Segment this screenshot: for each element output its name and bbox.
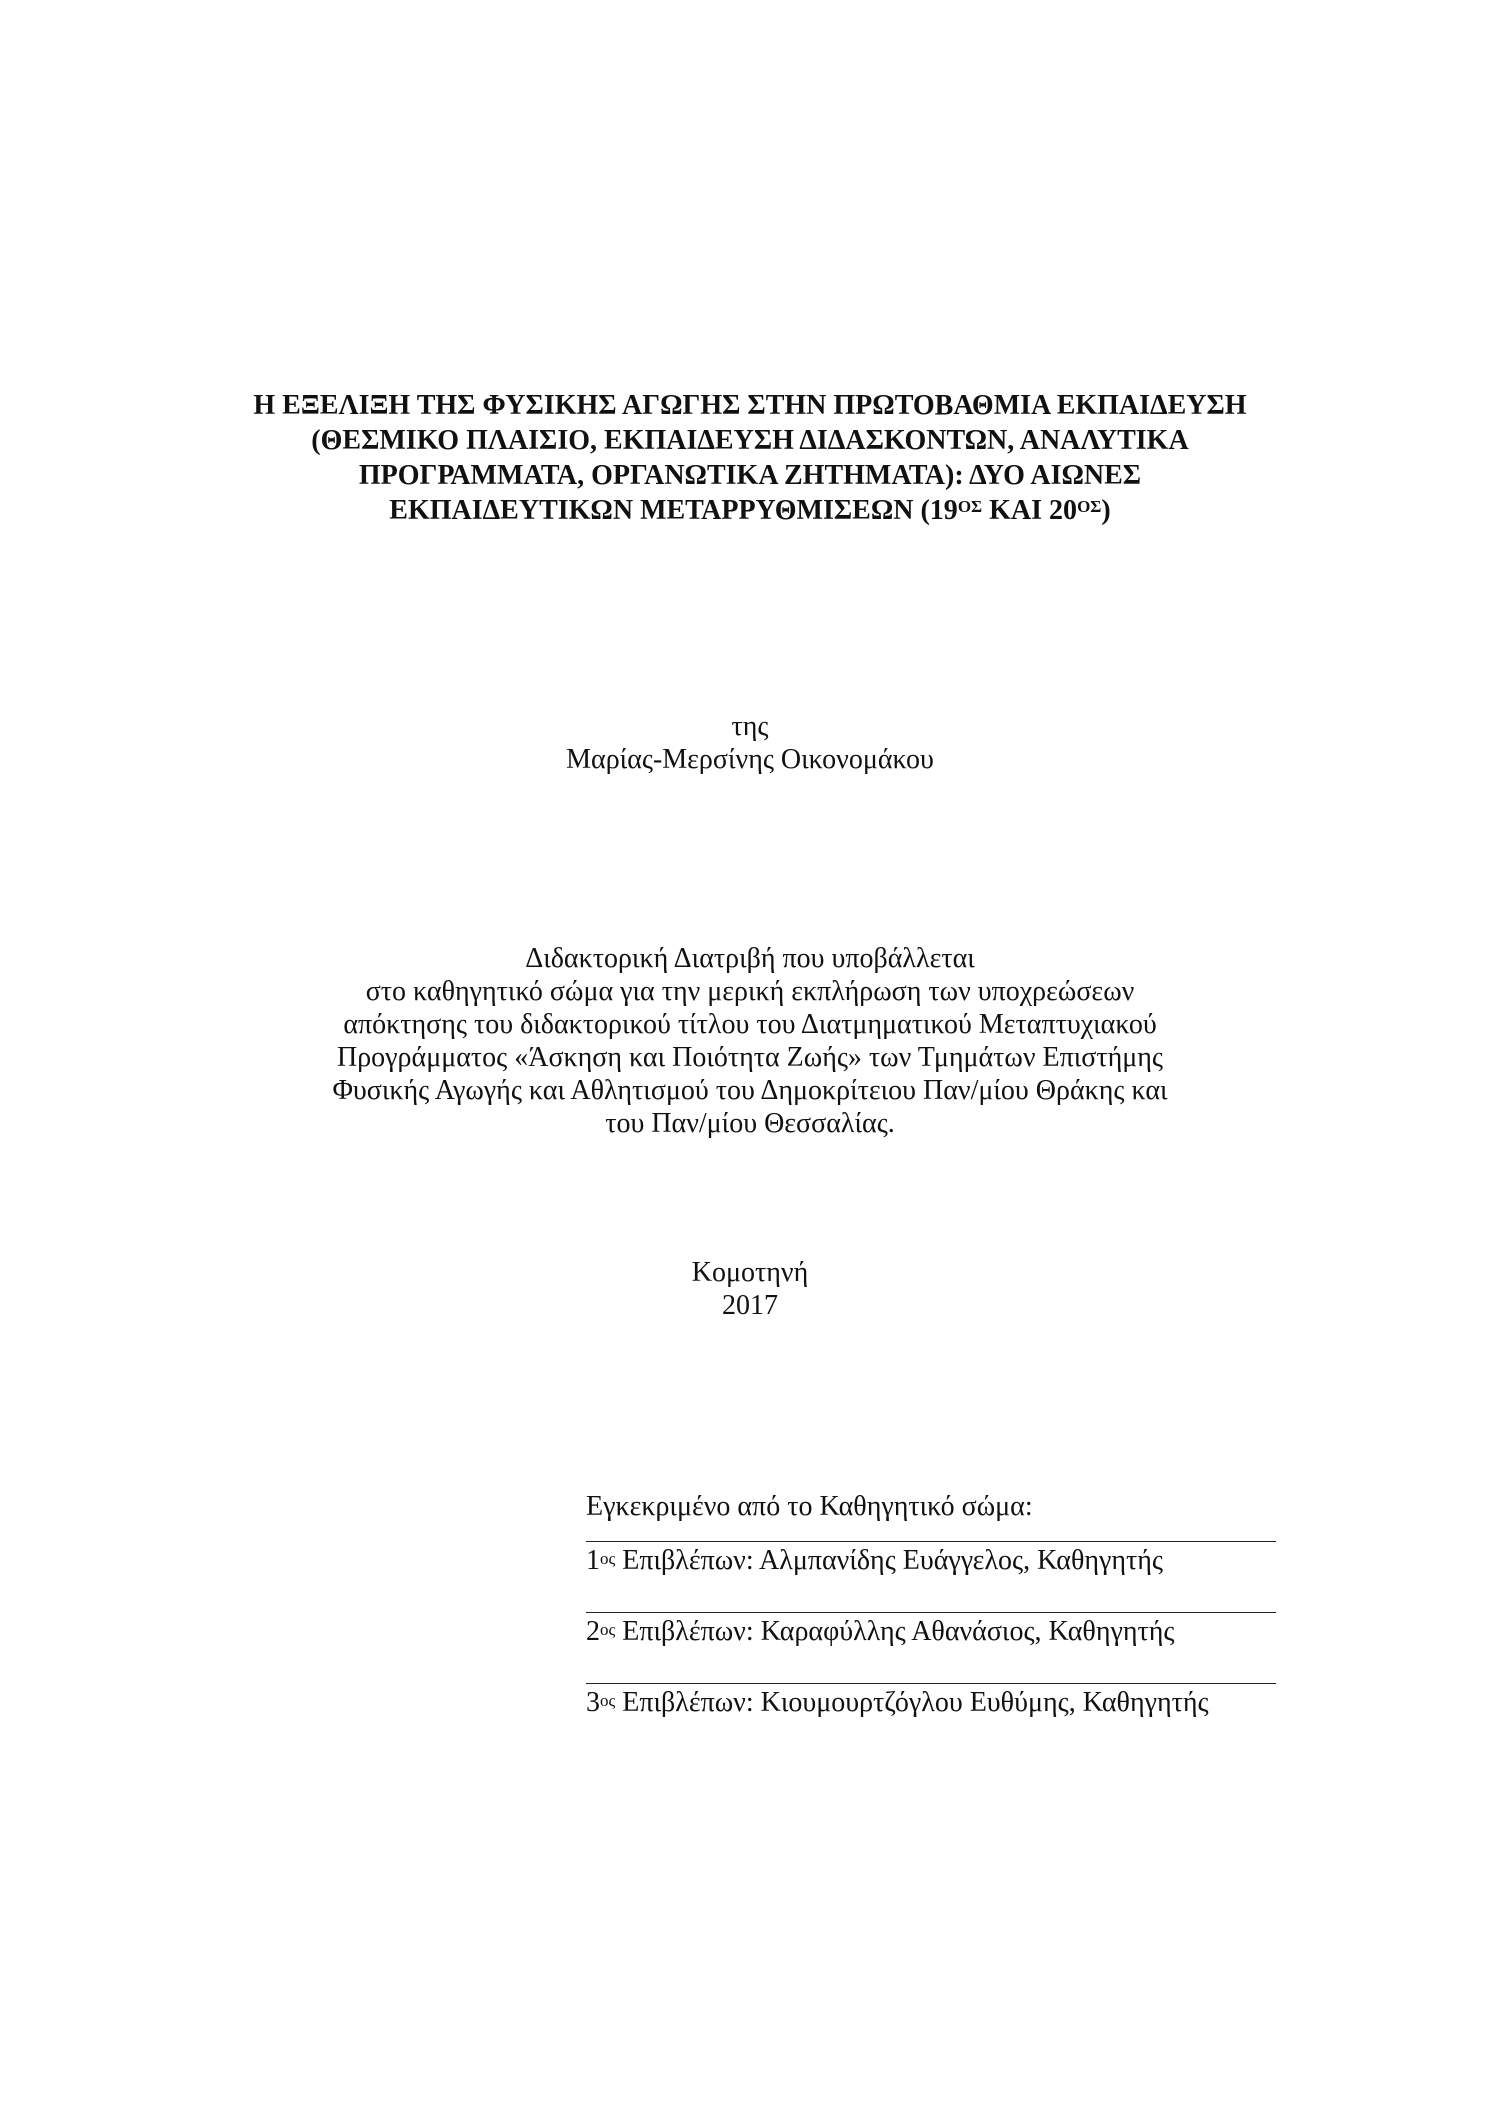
member-text: Επιβλέπων: Καραφύλλης Αθανάσιος, Καθηγητής (615, 1616, 1175, 1647)
title-line-4-suffix: ) (1101, 495, 1111, 526)
place-and-year (150, 1256, 1350, 1322)
title-line-4-middle: ΚΑΙ 20 (982, 495, 1078, 526)
description-line-1: Διδακτορική Διατριβή που υποβάλλεται (525, 943, 975, 974)
title-line-4-prefix: ΕΚΠΑΙΔΕΥΤΙΚΩΝ ΜΕΤΑΡΡΥΘΜΙΣΕΩΝ (19 (389, 495, 958, 526)
approval-committee (586, 1490, 1276, 1754)
description-line-4: Προγράμματος «Άσκηση και Ποιότητα Ζωής» των Τμημάτων Επιστήμης (336, 1042, 1164, 1073)
author-name: Μαρίας-Μερσίνης Οικονομάκου (566, 744, 934, 775)
member-ordinal-suffix: ος (600, 1691, 616, 1710)
member-ordinal: 2 (586, 1616, 600, 1647)
description-line-3: απόκτησης του διδακτορικού τίτλου του Διατμηματικού Μεταπτυχιακού (343, 1009, 1157, 1040)
member-text: Επιβλέπων: Κιουμουρτζόγλου Ευθύμης, Καθηγητής (615, 1687, 1209, 1718)
thesis-description (150, 942, 1350, 1140)
member-ordinal: 1 (586, 1545, 600, 1576)
title-line-4 (150, 493, 1350, 528)
city: Κομοτηνή (691, 1257, 809, 1288)
title-line-1: Η ΕΞΕΛΙΞΗ ΤΗΣ ΦΥΣΙΚΗΣ ΑΓΩΓΗΣ ΣΤΗΝ ΠΡΩΤΟΒΑΘΜΙΑ ΕΚΠΑΙΔΕΥΣΗ (253, 390, 1247, 421)
year: 2017 (722, 1290, 778, 1321)
title-line-3: ΠΡΟΓΡΑΜΜΑΤΑ, ΟΡΓΑΝΩΤΙΚΑ ΖΗΤΗΜΑΤΑ): ΔΥΟ ΑΙΩΝΕΣ (358, 460, 1142, 491)
committee-heading: Εγκεκριμένο από το Καθηγητικό σώμα: (586, 1491, 1033, 1522)
committee-member-3 (586, 1683, 1276, 1719)
committee-member-1 (586, 1541, 1276, 1577)
member-text: Επιβλέπων: Αλμπανίδης Ευάγγελος, Καθηγητής (615, 1545, 1164, 1576)
member-ordinal-suffix: ος (600, 1549, 616, 1568)
thesis-title (150, 388, 1350, 528)
title-line-4-superscript-1: ΟΣ (957, 497, 983, 516)
description-line-5: Φυσικής Αγωγής και Αθλητισμού του Δημοκρίτειου Παν/μίου Θράκης και (332, 1075, 1168, 1106)
title-line-4-superscript-2: ΟΣ (1077, 497, 1102, 516)
description-line-6: του Παν/μίου Θεσσαλίας. (605, 1108, 895, 1139)
committee-member-2 (586, 1612, 1276, 1648)
title-line-2: (ΘΕΣΜΙΚΟ ΠΛΑΙΣΙΟ, ΕΚΠΑΙΔΕΥΣΗ ΔΙΔΑΣΚΟΝΤΩΝ, ΑΝΑΛΥΤΙΚΑ (311, 425, 1189, 456)
author-block (150, 710, 1350, 776)
member-ordinal: 3 (586, 1687, 600, 1718)
author-preposition: της (731, 711, 769, 742)
member-ordinal-suffix: ος (600, 1620, 616, 1639)
description-line-2: στο καθηγητικό σώμα για την μερική εκπλήρωση των υποχρεώσεων (365, 976, 1135, 1007)
